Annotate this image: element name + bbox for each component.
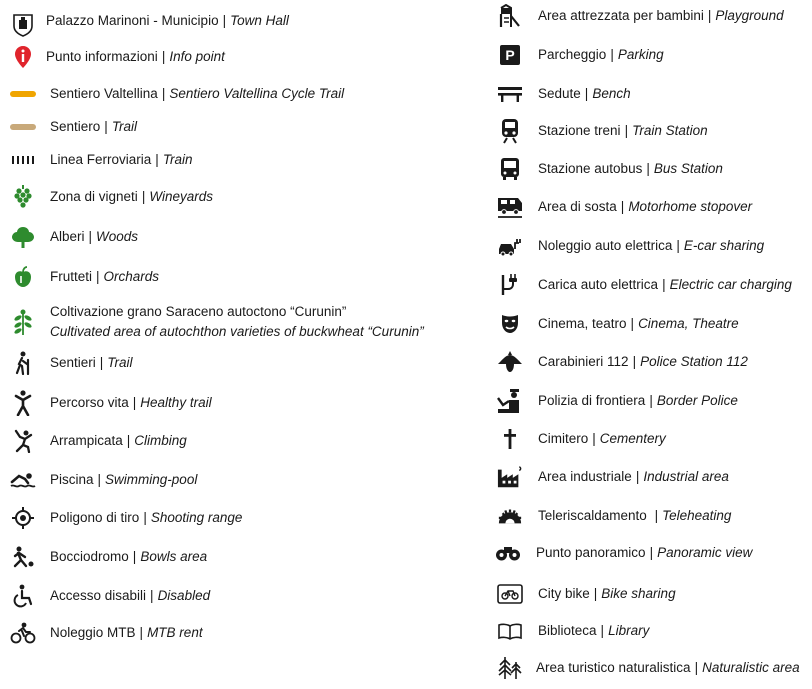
legend-item-hiking (10, 354, 133, 372)
legend-item-buckwheat (10, 303, 424, 341)
legend-item-cycle-trail (10, 85, 344, 103)
binoculars-icon (495, 540, 521, 566)
motorhome-icon (497, 194, 523, 220)
cross-icon (497, 426, 523, 452)
climber-icon (10, 428, 36, 454)
legend-item-library (497, 622, 649, 640)
fir-trees-icon (497, 655, 523, 681)
bike-sharing-icon (497, 581, 523, 607)
swimmer-icon (10, 467, 36, 493)
bowls-player-icon (10, 544, 36, 570)
info-point-icon (10, 44, 36, 70)
legend-label: City bike | Bike sharing (538, 586, 676, 601)
legend-item-town-hall (10, 12, 289, 30)
playground-icon (497, 3, 523, 29)
apple-icon (10, 264, 36, 290)
legend-label: Palazzo Marinoni - Municipio | Town Hall (46, 13, 289, 28)
legend-label: Accesso disabili | Disabled (50, 588, 211, 603)
legend-item-panoramic (495, 544, 752, 562)
legend-label: Punto informazioni | Info point (46, 49, 225, 64)
legend-item-parking (497, 46, 664, 64)
legend-item-orchards (10, 268, 159, 286)
legend-item-naturalistic (497, 659, 800, 677)
legend-item-cinema (497, 315, 739, 333)
legend-label: Area di sosta | Motorhome stopover (538, 199, 753, 214)
book-icon (497, 618, 523, 644)
legend-item-train-station (497, 122, 708, 140)
legend-label: Stazione treni | Train Station (538, 123, 708, 138)
legend-label: Polizia di frontiera | Border Police (538, 393, 738, 408)
legend-label: Percorso vita | Healthy trail (50, 395, 212, 410)
legend-label: Linea Ferroviaria | Train (50, 152, 193, 167)
legend-label: Piscina | Swimming-pool (50, 472, 198, 487)
grapes-icon (10, 184, 36, 210)
legend-item-playground (497, 7, 784, 25)
mountain-bike-icon (10, 620, 36, 646)
target-icon (10, 505, 36, 531)
legend-label: Area industriale | Industrial area (538, 469, 729, 484)
wheelchair-icon (10, 583, 36, 609)
legend-item-disabled (10, 587, 210, 605)
tree-icon (10, 224, 36, 250)
legend-item-bike-sharing (497, 585, 676, 603)
ev-charging-plug-icon (497, 272, 523, 298)
legend-item-police (497, 353, 748, 371)
legend-item-railway (10, 151, 193, 169)
legend-label: Carabinieri 112 | Police Station 112 (538, 354, 748, 369)
parking-glyph: P (505, 47, 515, 63)
legend-label: Sentiero | Trail (50, 119, 138, 134)
legend-label: Sentieri | Trail (50, 355, 133, 370)
legend-label: Carica auto elettrica | Electric car charging (538, 277, 792, 292)
legend-item-bench (497, 85, 631, 103)
legend-item-industrial (497, 468, 729, 486)
legend-label: Frutteti | Orchards (50, 269, 160, 284)
legend-label: Coltivazione grano Saraceno autoctono “Curunin” Cultivated area of autochthon varieties of buckwheat “Curunin” (50, 304, 424, 339)
bench-icon (497, 81, 523, 107)
legend-item-wineyards (10, 188, 213, 206)
legend-label: Teleriscaldamento | Teleheating (538, 508, 732, 523)
legend-label: Bocciodromo | Bowls area (50, 549, 208, 564)
fitness-person-icon (10, 390, 36, 416)
hiker-icon (10, 350, 36, 376)
legend-label: Cimitero | Cementery (538, 431, 666, 446)
heating-gear-icon (497, 503, 523, 529)
legend-item-mtb (10, 624, 203, 642)
legend-label: Stazione autobus | Bus Station (538, 161, 723, 176)
legend-item-border-police (497, 392, 738, 410)
legend-label: Cinema, teatro | Cinema, Theatre (538, 316, 739, 331)
factory-icon (497, 464, 523, 490)
legend-item-healthy-trail (10, 394, 212, 412)
legend-item-motorhome (497, 198, 752, 216)
parking-icon (497, 42, 523, 68)
legend-label: Alberi | Woods (50, 229, 139, 244)
border-police-icon (497, 388, 523, 414)
legend-item-climbing (10, 432, 187, 450)
legend-label: Punto panoramico | Panoramic view (536, 545, 753, 560)
cycle-trail-line-icon (10, 81, 36, 107)
ecar-sharing-icon (497, 233, 523, 259)
legend-item-ev-charging (497, 276, 792, 294)
legend-item-cemetery (497, 430, 666, 448)
legend-item-bus-station (497, 160, 723, 178)
legend-item-trail (10, 118, 137, 136)
police-hat-icon (497, 349, 523, 375)
legend-label: Biblioteca | Library (538, 623, 650, 638)
legend-item-info-point (10, 48, 225, 66)
theatre-mask-icon (497, 311, 523, 337)
railway-line-icon (10, 147, 36, 173)
legend-item-teleheating (497, 507, 731, 525)
trail-line-icon (10, 114, 36, 140)
buckwheat-plant-icon (10, 309, 36, 335)
legend-label: Poligono di tiro | Shooting range (50, 510, 243, 525)
legend-label: Sentiero Valtellina | Sentiero Valtellina Cycle Trail (50, 86, 345, 101)
town-hall-crest-icon (10, 12, 36, 38)
legend-item-woods (10, 228, 138, 246)
legend-label: Arrampicata | Climbing (50, 433, 187, 448)
legend-label: Area attrezzata per bambini | Playground (538, 8, 784, 23)
legend-label: Noleggio auto elettrica | E-car sharing (538, 238, 765, 253)
legend-label: Area turistico naturalistica | Naturalistic area (536, 660, 800, 675)
legend-label: Zona di vigneti | Wineyards (50, 189, 213, 204)
legend-item-ecar (497, 237, 764, 255)
legend-label: Sedute | Bench (538, 86, 631, 101)
legend-item-swimming (10, 471, 197, 489)
train-icon (497, 118, 523, 144)
legend-item-shooting (10, 509, 242, 527)
legend-label: Parcheggio | Parking (538, 47, 664, 62)
legend-label: Noleggio MTB | MTB rent (50, 625, 203, 640)
bus-icon (497, 156, 523, 182)
legend-item-bowls (10, 548, 207, 566)
